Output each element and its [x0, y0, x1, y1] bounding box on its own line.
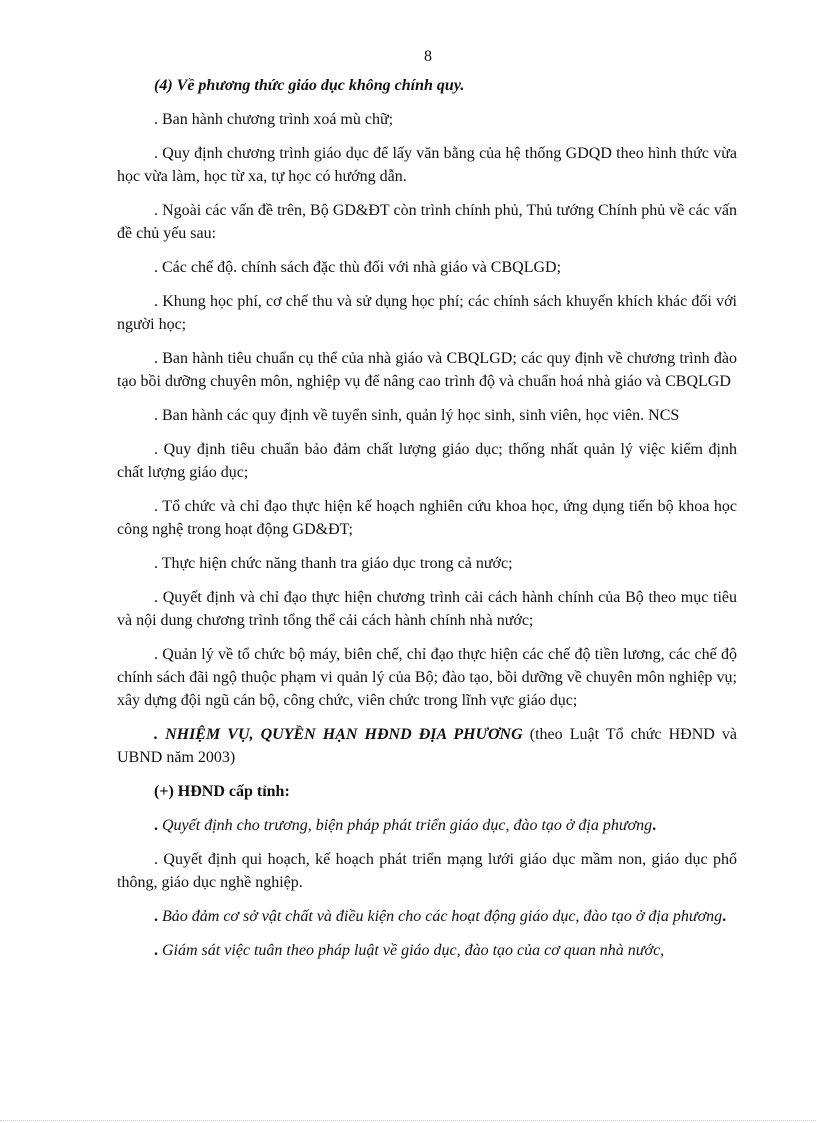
bullet-dot: . [154, 817, 162, 834]
italic-text: Bảo đảm cơ sở vật chất và điều kiện cho các hoạt động giáo dục, đào tạo ở địa phương [162, 908, 723, 925]
section-heading: (4) Về phương thức giáo dục không chính quy. [154, 77, 465, 94]
paragraph: . Ban hành các quy định về tuyển sinh, quản lý học sinh, sinh viên, học viên. NCS [154, 407, 680, 424]
paragraph: . Khung học phí, cơ chế thu và sử dụng học phí; các chính sách khuyến khích khác đối với người học; [117, 293, 737, 333]
italic-paragraph [117, 905, 737, 928]
sub-heading: (+) HĐND cấp tỉnh: [154, 783, 290, 800]
section-title: . NHIỆM VỤ, QUYỀN HẠN HĐND ĐỊA PHƯƠNG [154, 726, 523, 743]
paragraph: . Quy định chương trình giáo dục để lấy văn bằng của hệ thống GDQD theo hình thức vừa học vừa làm, học từ xa, tự học có hướng dẫn. [117, 145, 737, 185]
page-number: 8 [424, 48, 432, 65]
paragraph: . Các chế độ. chính sách đặc thù đối với nhà giáo và CBQLGD; [154, 259, 562, 276]
page-bottom-divider [0, 1120, 816, 1122]
period: . [722, 908, 727, 925]
bullet-dot: . [154, 908, 162, 925]
italic-paragraph [117, 814, 737, 837]
paragraph: . Ban hành tiêu chuẩn cụ thể của nhà giáo và CBQLGD; các quy định về chương trình đào tạo bồi dưỡng chuyên môn, nghiệp vụ để nâng cao trình độ và chuẩn hoá nhà giáo và CBQLGD [117, 350, 737, 390]
paragraph: . Ngoài các vấn đề trên, Bộ GD&ĐT còn trình chính phủ, Thủ tướng Chính phủ về các vấn đề chủ yếu sau: [117, 202, 737, 242]
period: . [652, 817, 657, 834]
paragraph: . Quyết định và chỉ đạo thực hiện chương trình cải cách hành chính của Bộ theo mục tiêu và nội dung chương trình tổng thể cải cách hành chính nhà nước; [117, 589, 737, 629]
paragraph: . Quy định tiêu chuẩn bảo đảm chất lượng giáo dục; thống nhất quản lý việc kiểm định chất lượng giáo dục; [117, 441, 737, 481]
italic-text: Giám sát việc tuân theo pháp luật về giáo dục, đào tạo của cơ quan nhà nước, [162, 942, 665, 959]
hdnd-section-title [117, 723, 737, 769]
section-note: (theo Luật Tổ chức HĐND và UBND năm 2003) [117, 726, 738, 766]
italic-text: Quyết định cho trương, biện pháp phát triển giáo dục, đào tạo ở địa phương [162, 817, 653, 834]
paragraph: . Quyết định qui hoạch, kế hoạch phát triển mạng lưới giáo dục mầm non, giáo dục phổ thông, giáo dục nghề nghiệp. [117, 851, 737, 891]
italic-paragraph [117, 939, 737, 962]
paragraph: . Tổ chức và chỉ đạo thực hiện kế hoạch nghiên cứu khoa học, ứng dụng tiến bộ khoa học công nghệ trong hoạt động GD&ĐT; [117, 498, 737, 538]
document-body [117, 74, 737, 973]
paragraph: . Ban hành chương trình xoá mù chữ; [154, 111, 394, 128]
paragraph: . Thực hiện chức năng thanh tra giáo dục trong cả nước; [154, 555, 513, 572]
bullet-dot: . [154, 942, 162, 959]
paragraph: . Quản lý về tổ chức bộ máy, biên chế, chỉ đạo thực hiện các chế độ tiền lương, các chế độ chính sách đãi ngộ thuộc phạm vi quản lý của Bộ; đào tạo, bồi dưỡng về chuyên môn nghiệp vụ; xây dựng đội ngũ cán bộ, công chức, viên chức trong lĩnh vực giáo dục; [117, 646, 737, 709]
